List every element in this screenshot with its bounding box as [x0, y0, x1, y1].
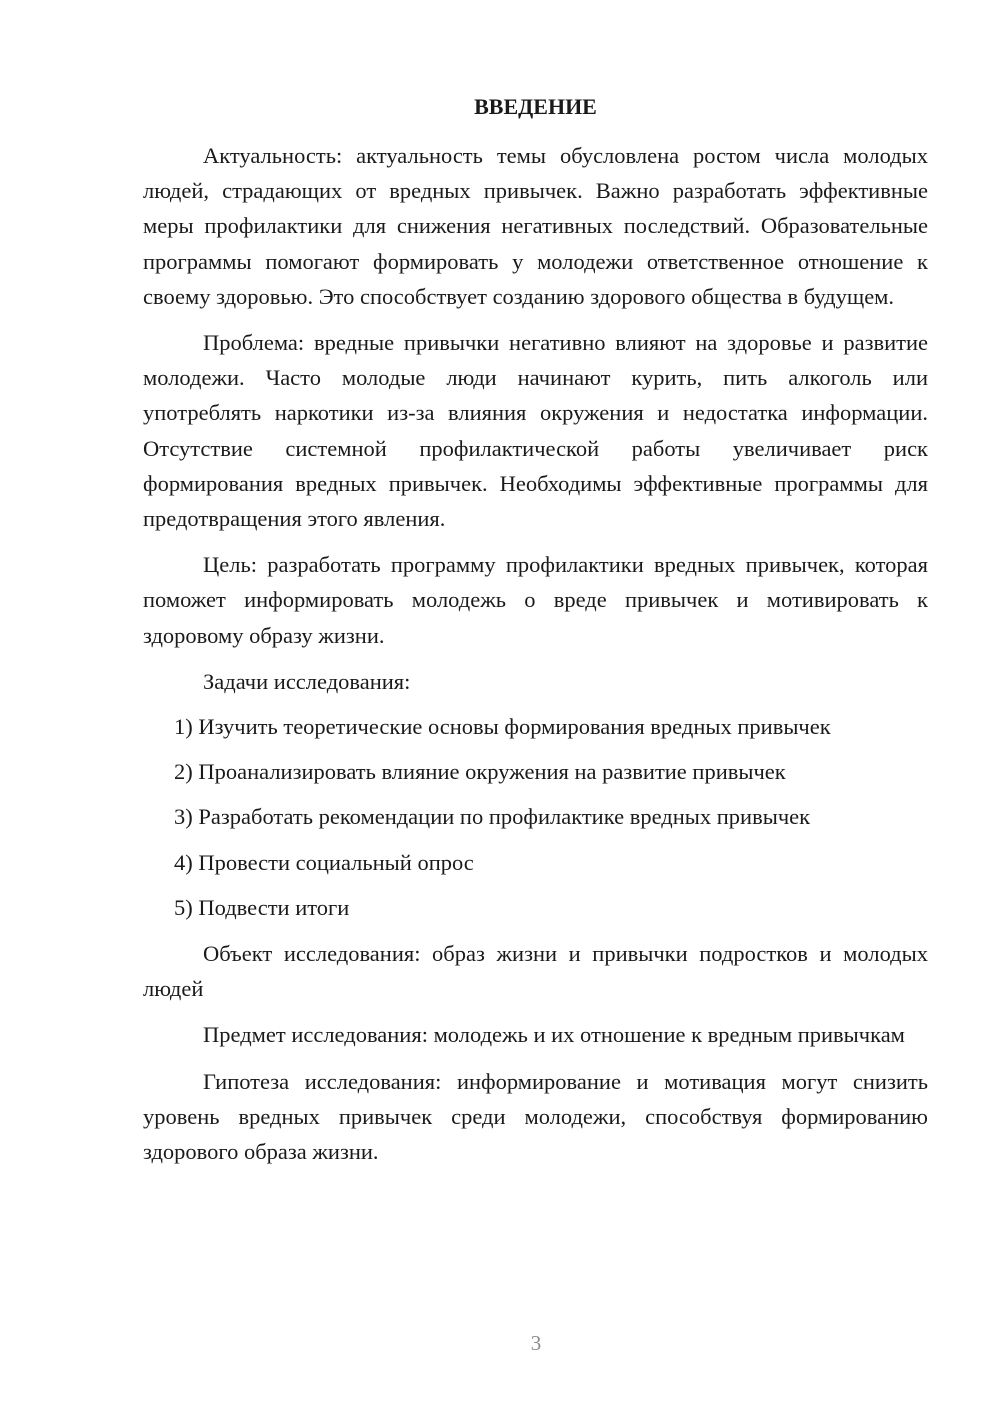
- object-paragraph: Объект исследования: образ жизни и привычки подростков и молодых людей: [143, 941, 928, 1002]
- task-item-1: 1) Изучить теоретические основы формирования вредных привычек: [174, 714, 831, 740]
- tasks-heading: Задачи исследования:: [203, 668, 411, 694]
- subject-paragraph: Предмет исследования: молодежь и их отношение к вредным привычкам: [203, 1022, 905, 1048]
- goal-paragraph: Цель: разработать программу профилактики вредных привычек, которая поможет информировать молодежь о вреде привычек и мотивировать к здоровому образу жизни.: [143, 552, 928, 648]
- page-title: ВВЕДЕНИЕ: [474, 94, 597, 119]
- problem-paragraph: Проблема: вредные привычки негативно влияют на здоровье и развитие молодежи. Часто молодые люди начинают курить, пить алкоголь или употреблять наркотики из-за влияния окружения и недостатка информации. Отсутствие системной профилактической работы увеличивает риск формирования вредных привычек. Необходимы эффективные программы для предотвращения этого явления.: [143, 330, 928, 532]
- hypothesis-paragraph: Гипотеза исследования: информирование и мотивация могут снизить уровень вредных привычек среди молодежи, способствуя формированию здорового образа жизни.: [143, 1068, 928, 1165]
- task-item-3: 3) Разработать рекомендации по профилактике вредных привычек: [174, 804, 811, 830]
- task-list: [143, 709, 928, 925]
- document-page: [143, 92, 928, 1180]
- task-item-5: 5) Подвести итоги: [174, 894, 350, 920]
- task-item-2: 2) Проанализировать влияние окружения на развитие привычек: [174, 759, 786, 785]
- task-item-4: 4) Провести социальный опрос: [174, 849, 474, 875]
- relevance-paragraph: Актуальность: актуальность темы обусловлена ростом числа молодых людей, страдающих от вредных привычек. Важно разработать эффективные меры профилактики для снижения негативных последствий. Образовательные программы помогают формировать у молодежи ответственное отношение к своему здоровью. Это способствует созданию здорового общества в будущем.: [143, 143, 928, 309]
- page-number: 3: [530, 1331, 542, 1355]
